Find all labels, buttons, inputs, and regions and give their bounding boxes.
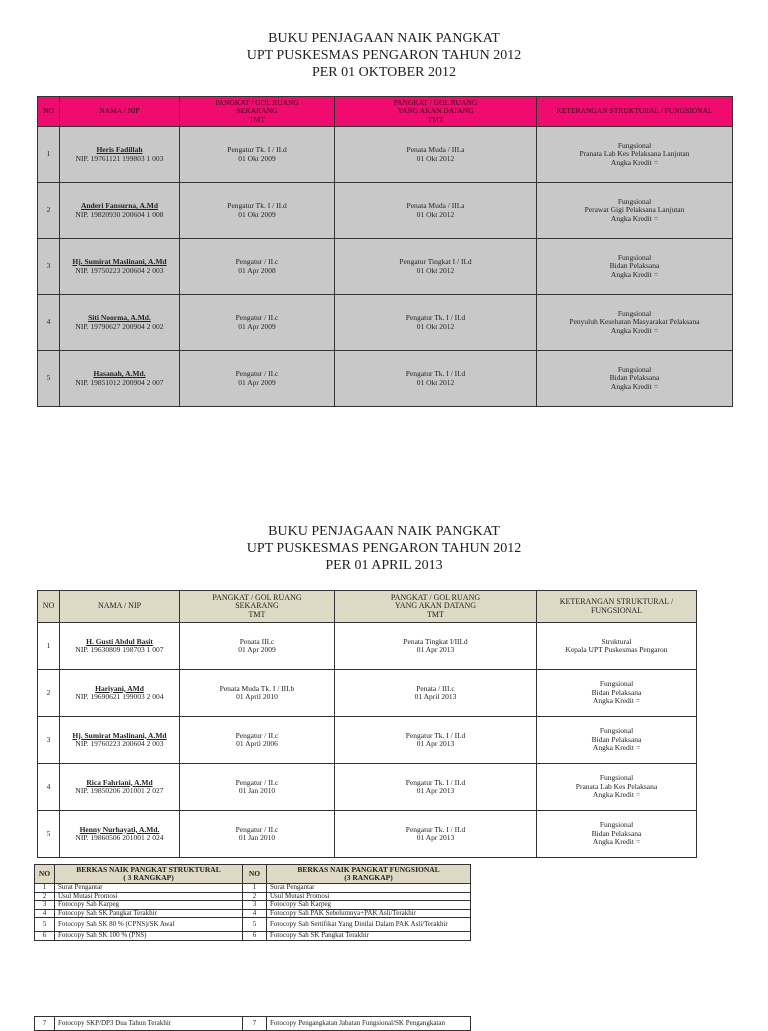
current-rank-cell	[180, 295, 335, 351]
remarks-line: Angka Kredit =	[610, 213, 659, 223]
current-rank-tmt: 01 April 2006	[236, 739, 278, 748]
item-number: 7	[35, 1017, 55, 1031]
remarks-cell	[537, 670, 697, 717]
next-rank: Pengatur Tk. I / II.d	[405, 369, 466, 378]
remarks-cell	[537, 183, 733, 239]
item-number: 5	[243, 918, 267, 932]
list-item	[35, 918, 471, 932]
table-row	[38, 295, 733, 351]
current-rank-tmt: 01 Apr 2008	[238, 265, 276, 275]
current-rank-tmt: 01 Apr 2009	[238, 377, 276, 387]
doc2-title-line2: UPT PUSKESMAS PENGARON TAHUN 2012	[246, 541, 522, 556]
remarks-line: Penyuluh Kesehatan Masyarakat Pelaksana	[569, 317, 700, 327]
row-number: 2	[38, 183, 60, 239]
current-rank-tmt: 01 Apr 2009	[238, 645, 276, 654]
remarks-cell	[537, 811, 697, 858]
current-rank: Pengatur / II.c	[235, 369, 279, 378]
current-rank-tmt: 01 Jan 2010	[238, 786, 276, 795]
item-number: 6	[243, 932, 267, 941]
col-name-header: NAMA / NIP	[60, 591, 180, 623]
next-rank: Pengatur Tk. I / II.d	[405, 313, 466, 322]
current-rank: Pengatur / II.c	[235, 777, 279, 787]
list-item	[35, 909, 471, 918]
current-rank-cell	[180, 764, 335, 811]
employee-nip: NIP. 19790627 200904 2 002	[75, 321, 164, 331]
current-rank-cell	[180, 811, 335, 858]
remarks-line: Pranata Lab Kes Pelaksana	[575, 781, 658, 791]
remarks-cell	[537, 623, 697, 670]
row-number: 4	[38, 295, 60, 351]
col-no-header: NO	[38, 591, 60, 623]
struktural-item: Surat Pengantar	[55, 884, 243, 893]
doc2-title-line1: BUKU PENJAGAAN NAIK PANGKAT	[268, 524, 500, 539]
row-number: 5	[38, 351, 60, 407]
current-rank-cell	[180, 239, 335, 295]
table-row	[38, 183, 733, 239]
doc1-header-row	[38, 97, 733, 127]
current-rank-tmt: 01 Okt 2009	[238, 153, 276, 163]
col-next-rank-header: PANGKAT / GOL RUANG YANG AKAN DATANG TMT	[335, 97, 537, 127]
name-nip-cell	[60, 183, 180, 239]
next-rank-cell	[335, 295, 537, 351]
name-nip-cell	[60, 351, 180, 407]
item-number: 3	[243, 901, 267, 910]
current-rank: Pengatur Tk. I / II.d	[227, 145, 287, 154]
remarks-line: Bidan Pelaksana	[609, 261, 660, 271]
next-rank-cell	[335, 127, 537, 183]
next-rank-tmt: 01 Okt 2012	[416, 265, 455, 275]
next-rank-cell	[335, 717, 537, 764]
doc1-table	[37, 96, 733, 407]
doc1-title-line3: PER 01 OKTOBER 2012	[311, 65, 457, 80]
berkas-body	[35, 884, 471, 941]
current-rank: Pengatur / II.c	[235, 313, 279, 322]
berkas-no2-header: NO	[243, 865, 267, 884]
next-rank-cell	[335, 764, 537, 811]
fungsional-item: Fotocopy Sah Sertifikat Yang Dinilai Dalam PAK Asli/Terakhir	[267, 918, 471, 932]
next-rank-tmt: 01 Apr 2013	[416, 786, 455, 795]
col-current-rank-header: PANGKAT / GOL RUANG SEKARANG TMT	[180, 591, 335, 623]
name-nip-cell	[60, 127, 180, 183]
remarks-line: Angka Kredit =	[610, 381, 659, 391]
employee-name: Hj. Sumirat Maslinani, A.Md	[72, 730, 167, 740]
remarks-cell	[537, 764, 697, 811]
item-number: 1	[243, 884, 267, 893]
next-rank-tmt: 01 Okt 2012	[416, 209, 455, 219]
name-nip-cell	[60, 811, 180, 858]
name-nip-cell	[60, 764, 180, 811]
next-rank: Pengatur Tk. I / II.d	[405, 730, 466, 740]
next-rank-cell	[335, 239, 537, 295]
current-rank-tmt: 01 April 2010	[236, 692, 278, 701]
remarks-line: Angka Kredit =	[610, 325, 659, 335]
doc2-title	[0, 523, 768, 574]
next-rank-tmt: 01 Okt 2012	[416, 377, 455, 387]
row-number: 4	[38, 764, 60, 811]
remarks-line: Fungsional	[617, 252, 652, 262]
name-nip-cell	[60, 623, 180, 670]
employee-name: Hariyani, AMd	[95, 683, 144, 693]
item-number: 7	[243, 1017, 267, 1031]
remarks-line: Struktural	[601, 636, 632, 646]
col-current-rank-header: PANGKAT / GOL RUANG SEKARANG TMT	[180, 97, 335, 127]
current-rank: Pengatur / II.c	[235, 257, 279, 266]
remarks-cell	[537, 351, 733, 407]
next-rank: Penata Tingkat I/III.d	[403, 636, 468, 646]
current-rank: Pengatur / II.c	[235, 824, 279, 834]
item-number: 4	[243, 909, 267, 918]
fungsional-item: Fotocopy Sah SK Pangkat Terakhir	[267, 932, 471, 941]
table-row	[38, 623, 697, 670]
next-rank-tmt: 01 Apr 2013	[416, 645, 455, 654]
table-row	[38, 239, 733, 295]
col-next-rank-header: PANGKAT / GOL RUANG YANG AKAN DATANG TMT	[335, 591, 537, 623]
current-rank-cell	[180, 670, 335, 717]
current-rank-cell	[180, 717, 335, 764]
current-rank-cell	[180, 351, 335, 407]
employee-name: Hasanah, A.Md.	[93, 369, 146, 378]
berkas-struktural-header: BERKAS NAIK PANGKAT STRUKTURAL ( 3 RANGKAP)	[55, 865, 243, 884]
employee-nip: NIP. 19820930 200604 1 008	[75, 209, 164, 219]
list-item	[35, 892, 471, 901]
table-row	[38, 127, 733, 183]
employee-nip: NIP. 19750223 200604 2 003	[75, 265, 164, 275]
next-rank: Pengatur Tk. I / II.d	[405, 777, 466, 787]
fungsional-item: Usul Mutasi Promosi	[267, 892, 471, 901]
remarks-line: Angka Kredit =	[610, 269, 659, 279]
employee-nip: NIP. 19851012 200904 2 007	[75, 377, 164, 387]
current-rank-cell	[180, 127, 335, 183]
remarks-line: Fungsional	[599, 820, 634, 830]
employee-nip: NIP. 19760223 200604 2 003	[75, 739, 164, 748]
table-row	[38, 670, 697, 717]
current-rank: Penata Muda Tk. I / III.b	[219, 683, 295, 693]
current-rank-tmt: 01 Jan 2010	[238, 833, 276, 842]
current-rank-cell	[180, 623, 335, 670]
current-rank: Pengatur / II.c	[235, 730, 279, 740]
remarks-line: Angka Kredit =	[592, 837, 641, 847]
remarks-line: Kepala UPT Puskesmas Pengaron	[565, 645, 668, 654]
remarks-line: Bidan Pelaksana	[591, 734, 642, 744]
col-name-header: NAMA / NIP	[60, 97, 180, 127]
row-number: 3	[38, 717, 60, 764]
employee-nip: NIP. 19761121 199803 1 003	[75, 153, 164, 163]
remarks-line: Bidan Pelaksana	[591, 687, 642, 697]
doc1-title-line1: BUKU PENJAGAAN NAIK PANGKAT	[268, 31, 500, 46]
next-rank: Penata / III.c	[416, 683, 455, 693]
remarks-line: Angka Kredit =	[592, 790, 641, 800]
employee-nip: NIP. 19850206 201001 2 027	[75, 786, 164, 795]
doc1-title	[0, 30, 768, 81]
next-rank: Pengatur Tk. I / II.d	[405, 824, 466, 834]
employee-name: Anderi Fansurna, A.Md	[80, 201, 159, 210]
next-rank-cell	[335, 670, 537, 717]
next-rank-tmt: 01 Apr 2013	[416, 833, 455, 842]
next-rank-cell	[335, 183, 537, 239]
remarks-line: Fungsional	[617, 364, 652, 374]
list-item	[35, 901, 471, 910]
col-no-header: NO	[38, 97, 60, 127]
remarks-line: Pranata Lab Kes Pelaksana Lanjutan	[579, 149, 690, 159]
remarks-cell	[537, 239, 733, 295]
fungsional-item: Fotocopy Sah PAK Sebelumnya+PAK Asli/Terakhir	[267, 909, 471, 918]
next-rank-cell	[335, 623, 537, 670]
remarks-line: Fungsional	[599, 679, 634, 689]
item-number: 4	[35, 909, 55, 918]
remarks-line: Angka Kredit =	[592, 696, 641, 706]
struktural-item: Fotocopy Sah SK 100 % (PNS)	[55, 932, 243, 941]
remarks-line: Fungsional	[617, 308, 652, 318]
employee-name: H. Gusti Abdul Basit	[86, 636, 153, 646]
item-number: 6	[35, 932, 55, 941]
table-row	[38, 764, 697, 811]
next-rank-cell	[335, 811, 537, 858]
row-number: 3	[38, 239, 60, 295]
row-number: 5	[38, 811, 60, 858]
col-remarks-header: KETERANGAN STRUKTURAL / FUNGSIONAL	[537, 97, 733, 127]
remarks-line: Angka Kredit =	[592, 743, 641, 753]
employee-name: Siti Noorma, A.Md.	[88, 313, 151, 322]
current-rank: Penata III.c	[239, 636, 275, 646]
berkas-fungsional-header: BERKAS NAIK PANGKAT FUNGSIONAL (3 RANGKAP)	[267, 865, 471, 884]
doc2-header-row	[38, 591, 697, 623]
table-row	[38, 351, 733, 407]
current-rank-cell	[180, 183, 335, 239]
next-rank: Pengatur Tingkat I / II.d	[399, 257, 472, 266]
current-rank-tmt: 01 Okt 2009	[238, 209, 276, 219]
employee-name: Heris Fadillah	[96, 145, 143, 154]
remarks-cell	[537, 295, 733, 351]
struktural-item: Fotocopy Sah SK 80 % (CPNS)/SK Awal	[55, 918, 243, 932]
remarks-line: Bidan Pelaksana	[609, 373, 660, 383]
remarks-line: Fungsional	[599, 726, 634, 736]
remarks-line: Fungsional	[617, 140, 652, 150]
next-rank: Penata Muda / III.a	[406, 145, 465, 154]
doc1-title-line2: UPT PUSKESMAS PENGARON TAHUN 2012	[246, 48, 522, 63]
remarks-line: Fungsional	[599, 773, 634, 783]
struktural-item: Usul Mutasi Promosi	[55, 892, 243, 901]
next-rank-tmt: 01 Okt 2012	[416, 153, 455, 163]
item-number: 2	[35, 892, 55, 901]
row-number: 1	[38, 127, 60, 183]
name-nip-cell	[60, 295, 180, 351]
next-rank-tmt: 01 Apr 2013	[416, 739, 455, 748]
col-remarks-header: KETERANGAN STRUKTURAL / FUNGSIONAL	[537, 591, 697, 623]
item-number: 5	[35, 918, 55, 932]
berkas-header-row	[35, 865, 471, 884]
fungsional-item: Fotocopy Pengangkatan Jabatan Fungsional/SK Pengangkatan	[267, 1017, 471, 1031]
fungsional-item: Fotocopy Sah Karpeg	[267, 901, 471, 910]
doc2-table	[37, 590, 697, 858]
employee-name: Henny Nurhayati, A.Md.	[79, 824, 160, 834]
remarks-cell	[537, 717, 697, 764]
name-nip-cell	[60, 717, 180, 764]
berkas-table	[34, 864, 471, 941]
current-rank: Pengatur Tk. I / II.d	[227, 201, 287, 210]
struktural-item: Fotocopy Sah SK Pangkat Terakhir	[55, 909, 243, 918]
next-rank-tmt: 01 April 2013	[414, 692, 457, 701]
fungsional-item: Surat Pengantar	[267, 884, 471, 893]
remarks-line: Perawat Gigi Pelaksana Lanjutan	[584, 205, 685, 215]
remarks-line: Angka Kredit =	[610, 157, 659, 167]
remarks-line: Bidan Pelaksana	[591, 828, 642, 838]
table-row	[38, 811, 697, 858]
remarks-line: Fungsional	[617, 196, 652, 206]
employee-nip: NIP. 19630809 198703 1 007	[75, 645, 164, 654]
employee-name: Hj. Sumirat Maslinani, A.Md	[72, 257, 167, 266]
list-item	[35, 884, 471, 893]
struktural-item: Fotocopy SKP/DP3 Dua Tahun Terakhir	[55, 1017, 243, 1031]
table-row	[38, 717, 697, 764]
doc2-body	[38, 623, 697, 858]
next-rank-cell	[335, 351, 537, 407]
name-nip-cell	[60, 670, 180, 717]
employee-name: Rica Fahriani, A.Md	[86, 777, 153, 787]
doc1-body	[38, 127, 733, 407]
employee-nip: NIP. 19860506 201001 2 024	[75, 833, 164, 842]
name-nip-cell	[60, 239, 180, 295]
row-number: 1	[38, 623, 60, 670]
berkas-no-header: NO	[35, 865, 55, 884]
item-number: 1	[35, 884, 55, 893]
item-number: 2	[243, 892, 267, 901]
next-rank-tmt: 01 Okt 2012	[416, 321, 455, 331]
remarks-cell	[537, 127, 733, 183]
employee-nip: NIP. 19690621 199003 2 004	[75, 692, 164, 701]
list-item	[35, 932, 471, 941]
struktural-item: Fotocopy Sah Karpeg	[55, 901, 243, 910]
item-number: 3	[35, 901, 55, 910]
row-number: 2	[38, 670, 60, 717]
current-rank-tmt: 01 Apr 2009	[238, 321, 276, 331]
next-rank: Penata Muda / III.a	[406, 201, 465, 210]
doc2-title-line3: PER 01 APRIL 2013	[325, 558, 443, 573]
